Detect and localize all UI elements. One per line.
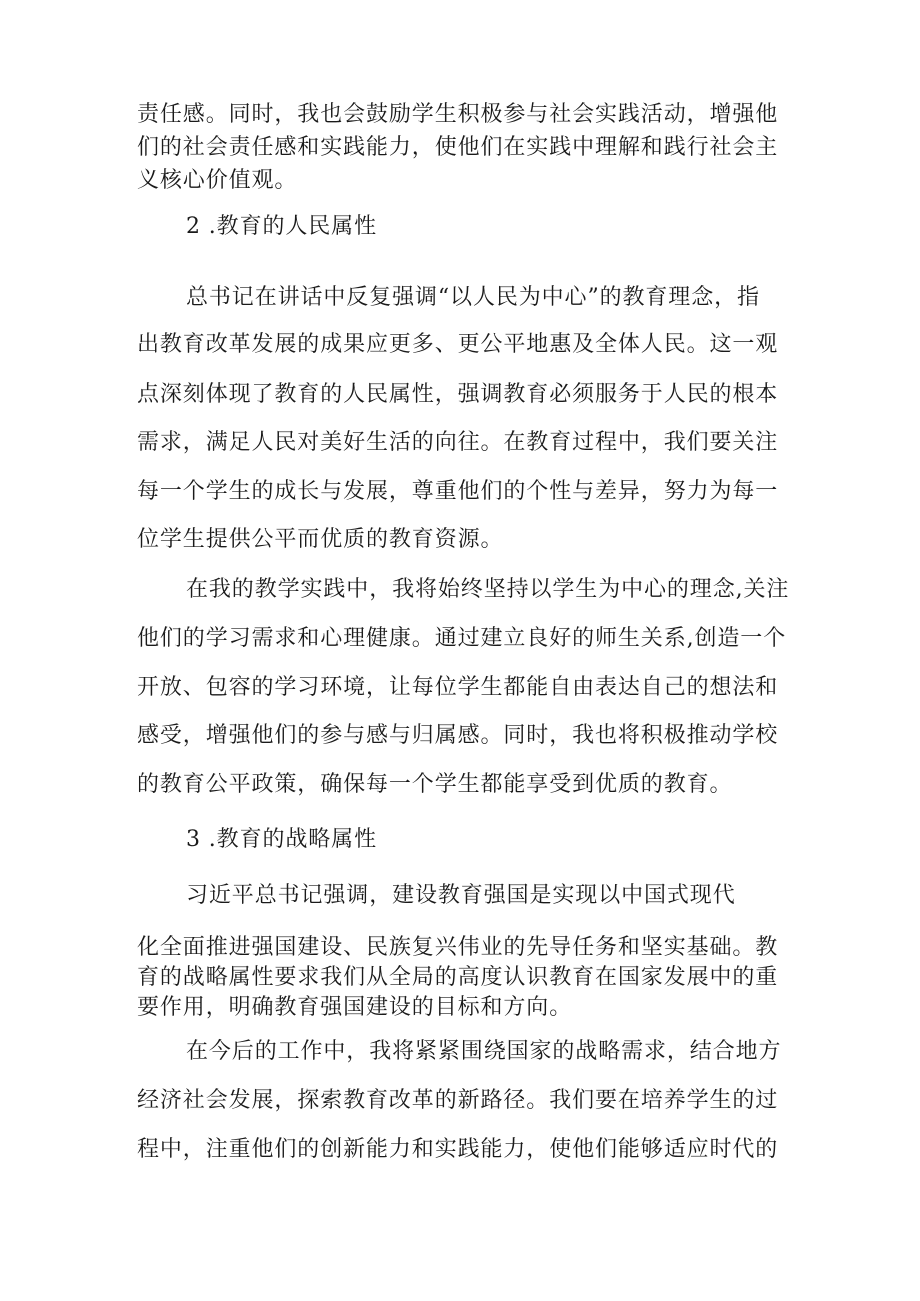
paragraph-line: 在我的教学实践中，我将始终坚持以学生为中心的理念,关注 (186, 577, 790, 602)
paragraph-line: 习近平总书记强调，建设教育强国是实现以中国式现代 (186, 883, 736, 908)
paragraph-line: 出教育改革发展的成果应更多、更公平地惠及全体人民。这一观 (137, 332, 779, 357)
paragraph-line: 需求，满足人民对美好生活的向往。在教育过程中，我们要关注 (137, 430, 779, 455)
paragraph-line: 点深刻体现了教育的人民属性，强调教育必须服务于人民的根本 (137, 382, 779, 407)
paragraph-line: 在今后的工作中，我将紧紧围绕国家的战略需求，结合地方 (186, 1039, 782, 1064)
paragraph-line: 的教育公平政策，确保每一个学生都能享受到优质的教育。 (137, 772, 733, 797)
paragraph-line: 育的战略属性要求我们从全局的高度认识教育在国家发展中的重 (137, 965, 779, 990)
paragraph-line: 他们的学习需求和心理健康。通过建立良好的师生关系,创造一个 (137, 626, 787, 651)
paragraph-line: 每一个学生的成长与发展，尊重他们的个性与差异，努力为每一 (137, 479, 779, 504)
section-heading-2: 2 .教育的人民属性 (186, 214, 377, 239)
paragraph-line: 责任感。同时，我也会鼓励学生积极参与社会实践活动，增强他 (137, 102, 779, 127)
paragraph-line: 开放、包容的学习环境，让每位学生都能自由表达自己的想法和 (137, 675, 779, 700)
paragraph-line: 经济社会发展，探索教育改革的新路径。我们要在培养学生的过 (137, 1088, 779, 1113)
paragraph-line: 义核心价值观。 (137, 168, 298, 193)
paragraph-line: 要作用，明确教育强国建设的目标和方向。 (137, 995, 573, 1020)
paragraph-line: 化全面推进强国建设、民族复兴伟业的先导任务和坚实基础。教 (137, 935, 779, 960)
paragraph-line: 程中，注重他们的创新能力和实践能力，使他们能够适应时代的 (137, 1137, 779, 1162)
paragraph-line: 感受，增强他们的参与感与归属感。同时，我也将积极推动学校 (137, 723, 779, 748)
paragraph-line: 们的社会责任感和实践能力，使他们在实践中理解和践行社会主 (137, 135, 779, 160)
paragraph-line: 总书记在讲话中反复强调“以人民为中心”的教育理念，指 (186, 285, 760, 310)
section-heading-3: 3 .教育的战略属性 (186, 827, 377, 852)
paragraph-line: 位学生提供公平而优质的教育资源。 (137, 527, 504, 552)
